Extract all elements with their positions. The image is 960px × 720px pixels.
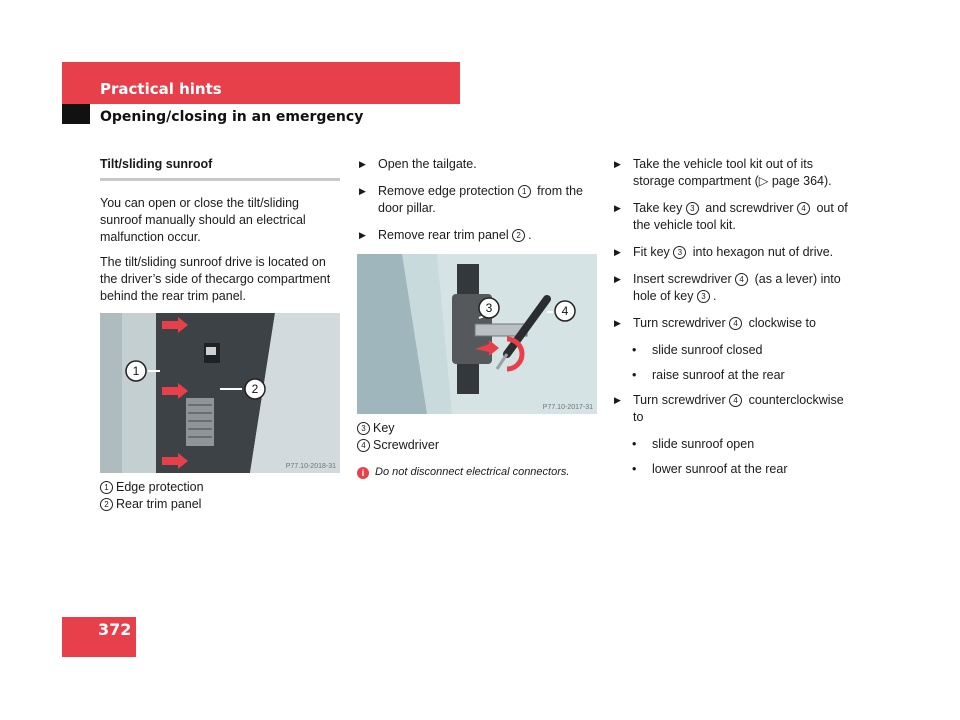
column-2 <box>357 156 597 481</box>
step-open-tailgate: ▶ Open the tailgate. <box>357 156 597 173</box>
svg-text:2: 2 <box>251 382 259 396</box>
step-turn-clockwise: ▶ Turn screwdriver 4 clockwise to <box>612 315 857 332</box>
callout-1: 1 <box>100 481 113 494</box>
step-take-key-screwdriver: ▶ Take key 3 and screwdriver 4 out of the vehicle tool kit. <box>612 200 857 234</box>
svg-text:3: 3 <box>485 301 493 315</box>
page-subtitle: Opening/closing in an emergency <box>100 109 364 125</box>
caption-rear-trim-panel: 2 Rear trim panel <box>100 496 340 513</box>
info-icon: i <box>357 467 369 479</box>
step-take-tool-kit: ▶ Take the vehicle tool kit out of its storage compartment (▷ page 364). <box>612 156 857 190</box>
subsection-title: Tilt/sliding sunroof <box>100 156 340 181</box>
bullet-raise-rear: • raise sunroof at the rear <box>612 367 857 384</box>
callout-3: 3 <box>357 422 370 435</box>
page-ref-icon: ▷ <box>758 174 769 188</box>
step-fit-key: ▶ Fit key 3 into hexagon nut of drive. <box>612 244 857 261</box>
cargo-trim-photo <box>100 313 340 473</box>
caption-key: 3 Key <box>357 420 597 437</box>
callout-4: 4 <box>357 439 370 452</box>
figure-code: P77.10-2018-31 <box>285 463 336 470</box>
step-insert-screwdriver: ▶ Insert screwdriver 4 (as a lever) into hole of key 3 . <box>612 271 857 305</box>
key-screwdriver-photo <box>357 254 597 414</box>
info-note: i Do not disconnect electrical connectors. <box>357 464 597 481</box>
column-1 <box>100 156 340 513</box>
figure-code: P77.10-2017-31 <box>542 404 593 411</box>
step-remove-edge-protection: ▶ Remove edge protection 1 from the door pillar. <box>357 183 597 217</box>
page-number: 372 <box>98 620 132 639</box>
bullet-slide-closed: • slide sunroof closed <box>612 342 857 359</box>
svg-text:4: 4 <box>561 304 569 318</box>
intro-paragraph: You can open or close the tilt/sliding sunroof manually should an electrical malfunction occur. <box>100 196 306 244</box>
column-3 <box>612 156 857 486</box>
header-marker <box>62 104 90 124</box>
section-title: Practical hints <box>100 80 222 98</box>
caption-edge-protection: 1 Edge protection <box>100 479 340 496</box>
bullet-slide-open: • slide sunroof open <box>612 436 857 453</box>
step-remove-trim-panel: ▶ Remove rear trim panel 2 . <box>357 227 597 244</box>
step-turn-counterclockwise: ▶ Turn screwdriver 4 counterclockwise to <box>612 392 857 426</box>
caption-screwdriver: 4 Screwdriver <box>357 437 597 454</box>
location-paragraph: The tilt/sliding sunroof drive is located on the driver’s side of thecargo compartment behind the rear trim panel. <box>100 255 331 303</box>
svg-text:1: 1 <box>132 364 140 378</box>
callout-2: 2 <box>100 498 113 511</box>
bullet-lower-rear: • lower sunroof at the rear <box>612 461 857 478</box>
